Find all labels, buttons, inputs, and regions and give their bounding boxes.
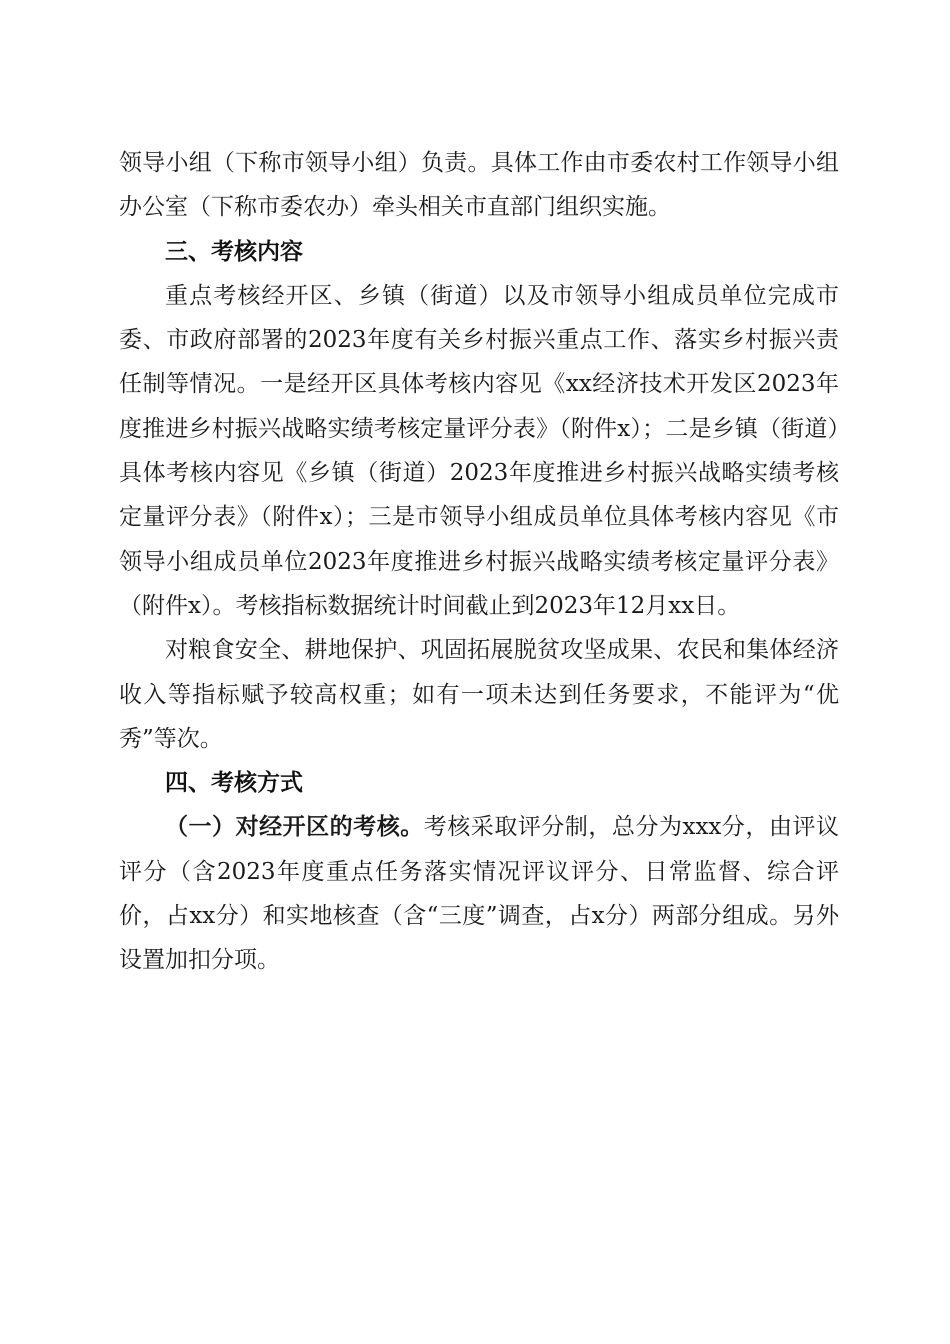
paragraph-weighting: 对粮食安全、耕地保护、巩固拓展脱贫攻坚成果、农民和集体经济收入等指标赋予较高权重；如有一项未达到任务要求，不能评为“优秀”等次。 — [119, 637, 839, 752]
sub-heading-development-zone: （一）对经开区的考核。 — [165, 813, 424, 841]
section-heading-assessment-method: 四、考核方式 — [165, 769, 303, 797]
paragraph-development-zone-body: 考核采取评分制，总分为xxx分，由评议评分（含2023年度重点任务落实情况评议评分、日常监督、综合评价，占xx分）和实地核查（含“三度”调查，占x分）两部分组成。另外设置加扣分项。 — [119, 814, 840, 974]
paragraph-assessment-content: 重点考核经开区、乡镇（街道）以及市领导小组成员单位完成市委、市政府部署的2023年度有关乡村振兴重点工作、落实乡村振兴责任制等情况。一是经开区具体考核内容见《xx经济技术开发区2023年度推进乡村振兴战略实绩考核定量评分表》（附件x）；二是乡镇（街道）具体考核内容见《乡镇（街道）2023年度推进乡村振兴战略实绩考核定量评分表》（附件x）；三是市领导小组成员单位具体考核内容见《市领导小组成员单位2023年度推进乡村振兴战略实绩考核定量评分表》（附件x）。考核指标数据统计时间截止到2023年12月xx日。 — [119, 282, 839, 619]
section-heading-assessment-content: 三、考核内容 — [165, 237, 303, 265]
paragraph-leadership-group: 领导小组（下称市领导小组）负责。具体工作由市委农村工作领导小组办公室（下称市委农办）牵头相关市直部门组织实施。 — [119, 150, 839, 221]
paragraph-development-zone-assessment — [119, 805, 839, 982]
document-body — [119, 141, 839, 983]
